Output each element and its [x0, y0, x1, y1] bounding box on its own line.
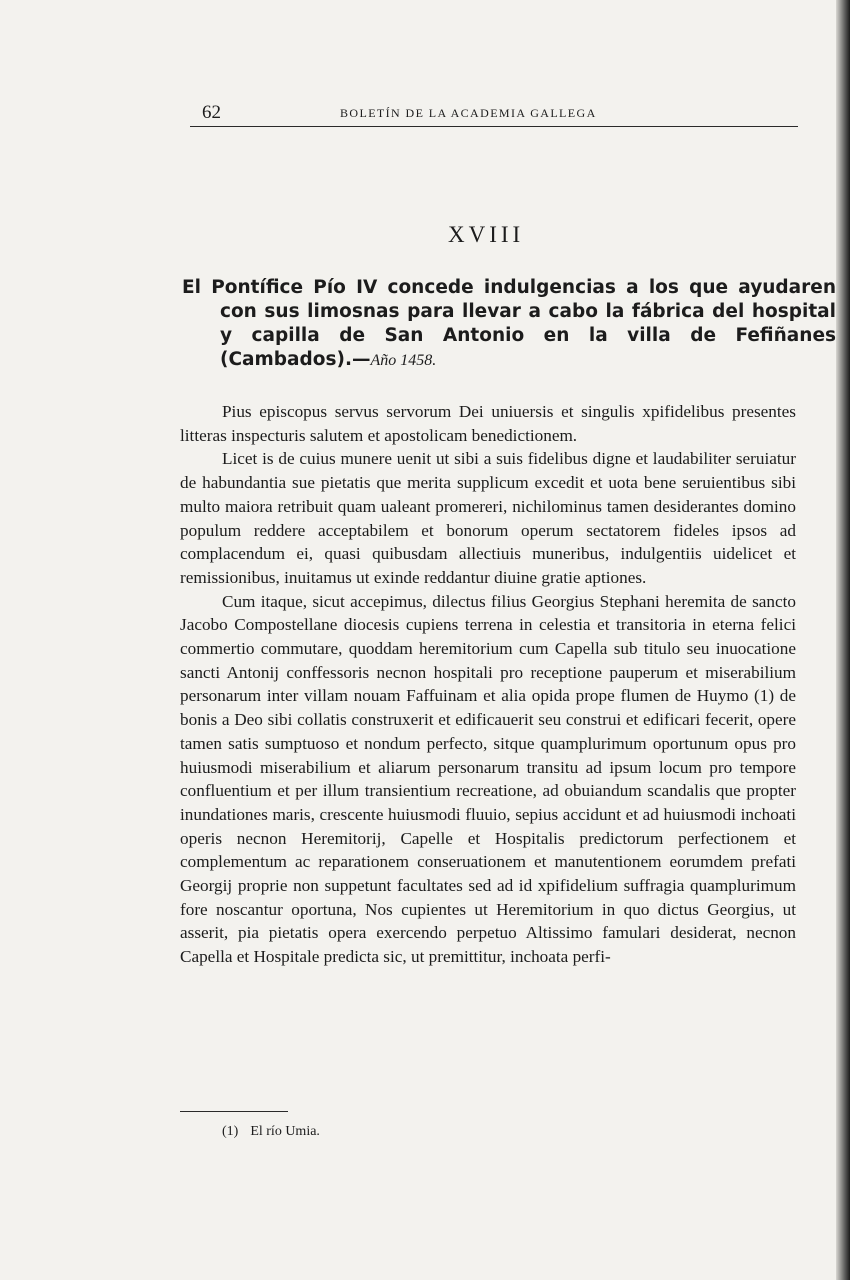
- footnote: [222, 1124, 320, 1140]
- footnote-text: El río Umia.: [250, 1124, 320, 1139]
- title-text: El Pontífice Pío IV concede indulgencias a los que ayudaren con sus limosnas para llevar a cabo la fábrica del hospital y capilla de San Antonio en la villa de Fefiñanes (Cambados).—: [182, 277, 836, 370]
- document-title: [182, 276, 836, 373]
- paragraph: Pius episcopus servus servorum Dei uniuersis et singulis xpifidelibus presentes litteras inspecturis salutem et apostolicam benedictionem.: [180, 402, 796, 445]
- running-head: BOLETÍN DE LA ACADEMIA GALLEGA: [340, 106, 597, 120]
- document-number: XVIII: [448, 222, 525, 247]
- paragraph: Cum itaque, sicut accepimus, dilectus filius Georgius Stephani heremita de sancto Jacobo Compostellane diocesis cupiens terrena in celestia et transitoria in eterna felici commertio commutare, quoddam heremitorium cum Capella sub titulo seu inuocatione sancti Antonij conffessoris necnon hospitali pro receptione pauperum et miserabilium personarum inter villam nouam Faffuinam et alia opida prope flumen de Huymo (1) de bonis a Deo sibi collatis construxerit et edificauerit seu construi et edificari fecerit, opere tamen satis sumptuoso et nondum perfecto, sitque quamplurimum oportunum opus pro huiusmodi miserabilium et aliarum personarum transitu ad ipsum locum pro tempore confluentium et per illum transientium recreatione, ad obuiandum scandalis que propter inundationes maris, crescente huiusmodi fluuio, sepius accidunt et ad huiusmodi inchoati operis necnon Heremitorij, Capelle et Hospitalis predictorum perfectionem et complementum ac reparationem conseruationem et manutentionem eorumdem prefati Georgij proprie non suppetunt facultates sed ad id xpifidelium suffragia quamplurimum fore noscantur oportuna, Nos cupientes ut Heremitorium in quo dictus Georgius, ut asserit, pia pietatis opera exercendo perpetuo Altissimo famulari desiderat, necnon Capella et Hospitale predicta sic, ut premittitur, inchoata perfi-: [180, 591, 796, 967]
- paragraph: Licet is de cuius munere uenit ut sibi a suis fidelibus digne et laudabiliter seruiatur de habundantia sue pietatis que merita supplicum excedit et uota bene seruientibus sibi multo maiora retribuit quam ualeant promereri, nichilominus tamen desiderantes domino populum reddere acceptabilem et bonorum operum sectatorem fideles ipsos ad complacendum ei, quasi quibusdam allectiuis muneribus, indulgentiis uidelicet et remissionibus, inuitamus ut exinde reddantur diuine gratie aptiones.: [180, 449, 796, 587]
- body-text: [180, 400, 796, 969]
- title-date: Año 1458.: [370, 352, 437, 369]
- footnote-divider: [180, 1111, 288, 1112]
- footnote-marker: (1): [222, 1124, 239, 1139]
- page-header: [190, 100, 798, 127]
- page-number: 62: [202, 102, 221, 123]
- page-edge-shadow: [836, 0, 850, 1280]
